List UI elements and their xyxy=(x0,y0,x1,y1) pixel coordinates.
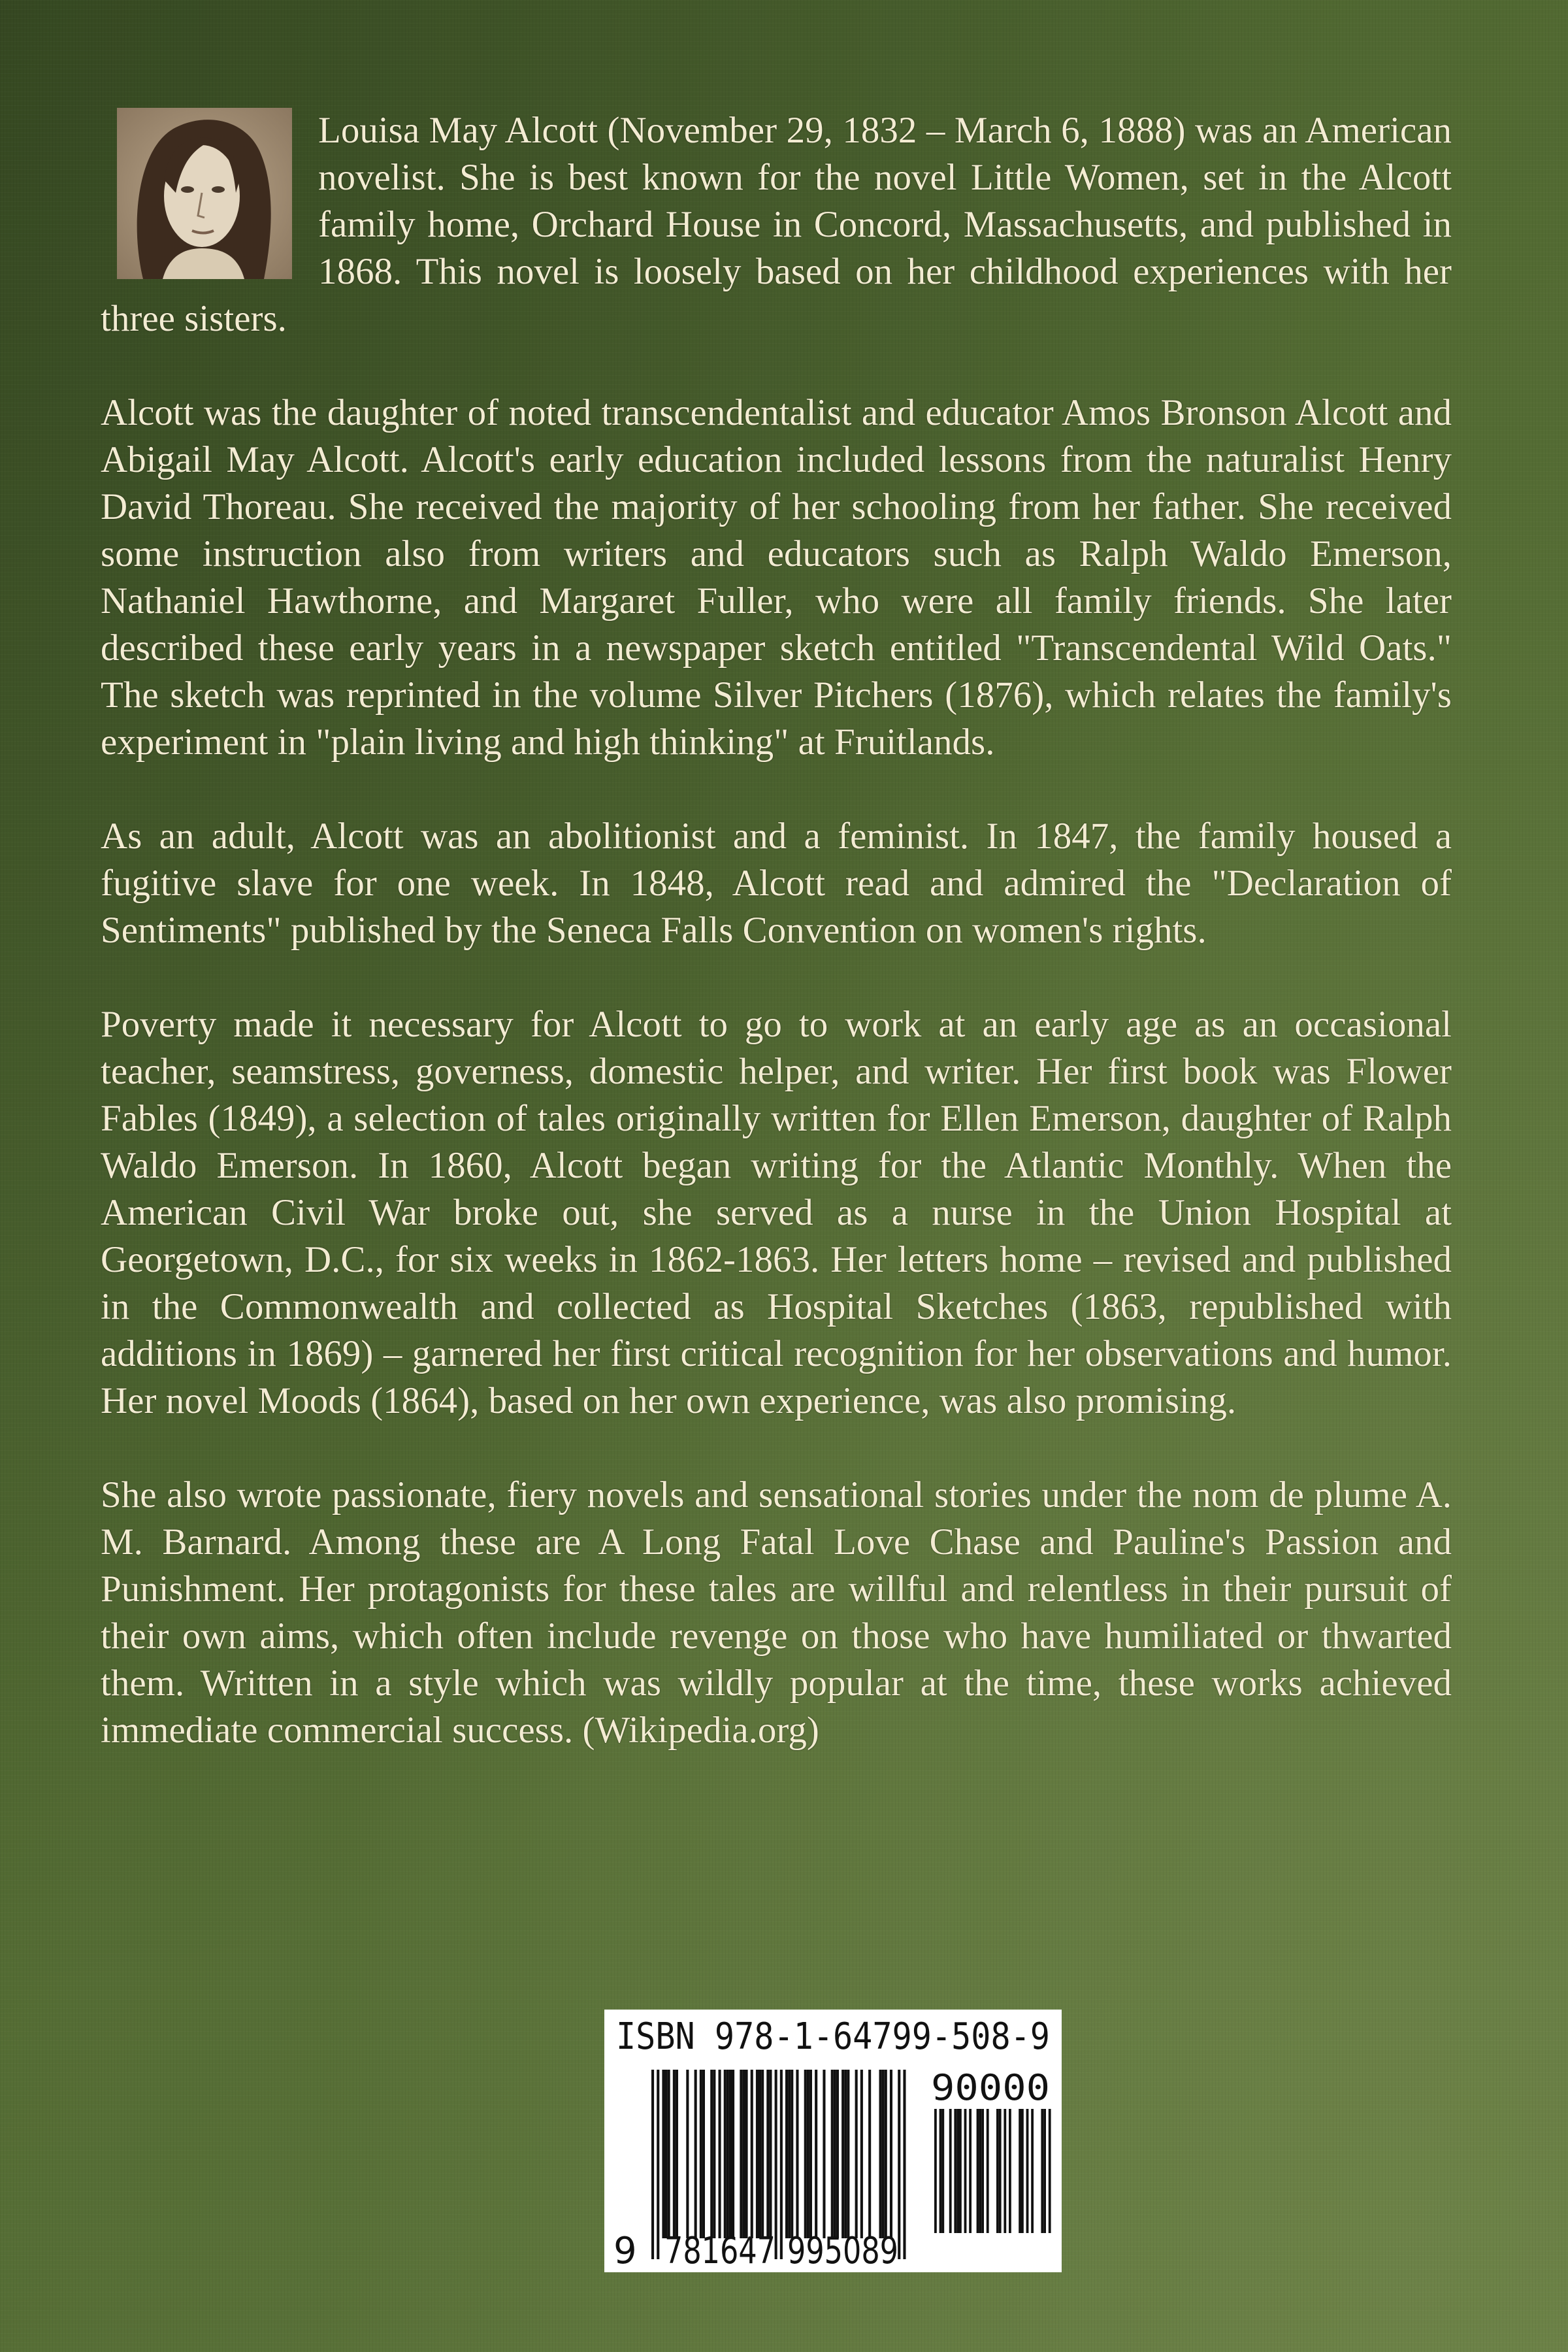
barcode-bar xyxy=(724,2070,727,2238)
addon-bar xyxy=(956,2109,959,2233)
barcode-bar xyxy=(756,2070,759,2238)
author-portrait xyxy=(117,108,292,279)
barcode-bar xyxy=(788,2070,791,2238)
barcode-bar xyxy=(809,2070,812,2238)
addon-bar xyxy=(969,2109,972,2233)
barcode-bar xyxy=(700,2070,702,2238)
addon-bar xyxy=(1031,2109,1034,2233)
paragraph: Louisa May Alcott (November 29, 1832 – March 6, 1888) was an American novelist. She is best known for the novel Little Women, set in the Alcott family home, Orchard House in Concord, Massachusetts, and published in 1868. This novel is loosely based on her childhood experiences with her three sisters. xyxy=(101,110,1452,339)
addon-bar xyxy=(981,2109,984,2233)
barcode-bar xyxy=(713,2070,715,2238)
barcode-bar xyxy=(657,2070,659,2259)
addon-bar xyxy=(979,2109,981,2233)
addon-bar xyxy=(977,2109,979,2233)
addon-bar xyxy=(999,2109,1002,2233)
barcode-bar xyxy=(785,2070,788,2238)
ean-left-digits: 781647 xyxy=(664,2230,776,2272)
barcode-bar xyxy=(710,2070,713,2238)
barcode-bar xyxy=(841,2070,844,2238)
addon-bar xyxy=(949,2109,952,2233)
barcode-bar xyxy=(769,2070,772,2238)
paragraph: Poverty made it necessary for Alcott to go to work at an early age as an occasional teacher, seamstress, governess, domestic helper, and writer. Her first book was Flower Fables (1849), a selection of tales originally written for Ellen Emerson, daughter of Ralph Waldo Emerson. In 1860, Alcott began writing for the Atlantic Monthly. When the American Civil War broke out, she served as a nurse in the Union Hospital at Georgetown, D.C., for six weeks in 1862-1863. Her letters home – revised and published in the Commonwealth and collected as Hospital Sketches (1863, republished with additions in 1869) – garnered her first critical recognition for her observations and humor. Her novel Moods (1864), based on her own experience, was also promising. xyxy=(101,1004,1452,1421)
ean-right-digits: 995089 xyxy=(787,2230,898,2272)
paragraph: She also wrote passionate, fiery novels and sensational stories under the nom de plume A. M. Barnard. Among these are A Long Fatal Love Chase and Pauline's Passion and Punishment. Her protagonists for these tales are willful and relentless in their pursuit of their own aims, which often include revenge on those who have humiliated or thwarted them. Written in a style which was wildly popular at the time, these works achieved immediate commercial success. (Wikipedia.org) xyxy=(101,1474,1452,1751)
barcode-bar xyxy=(831,2070,834,2238)
addon-bar xyxy=(939,2109,942,2233)
barcode-bar xyxy=(804,2070,807,2238)
addon-bar xyxy=(1009,2109,1011,2233)
barcode-bar xyxy=(836,2070,839,2238)
barcode-bar xyxy=(759,2070,761,2238)
barcode-bar xyxy=(807,2070,809,2238)
barcode-bar xyxy=(879,2070,882,2238)
barcode-bar xyxy=(745,2070,748,2238)
barcode-bar xyxy=(751,2070,753,2238)
barcode-bar xyxy=(766,2070,769,2238)
barcode-bar xyxy=(815,2070,817,2238)
ean-first-digit: 9 xyxy=(613,2230,637,2272)
barcode-bar xyxy=(761,2070,764,2238)
barcode-bar xyxy=(742,2070,745,2238)
barcode-bar xyxy=(702,2070,705,2238)
barcode-bar xyxy=(834,2070,836,2238)
barcode-bar xyxy=(780,2070,783,2259)
addon-bar xyxy=(1041,2109,1043,2233)
barcode-bar xyxy=(729,2070,732,2238)
addon-bar xyxy=(941,2109,944,2233)
back-cover-text xyxy=(101,107,1452,1801)
addon-bar xyxy=(1043,2109,1046,2233)
barcode-bar xyxy=(890,2070,892,2238)
barcode-bar xyxy=(844,2070,847,2238)
isbn-barcode xyxy=(604,2010,1062,2272)
barcode-bar xyxy=(860,2070,863,2238)
barcode-bar xyxy=(847,2070,849,2238)
barcode-bar xyxy=(885,2070,887,2238)
barcode-bar xyxy=(855,2070,858,2238)
addon-bar xyxy=(1026,2109,1029,2233)
barcode-bar xyxy=(662,2070,664,2238)
barcode-bar xyxy=(903,2070,906,2259)
barcode-bar xyxy=(673,2070,676,2238)
barcode-bar xyxy=(719,2070,721,2238)
barcode-bar xyxy=(740,2070,742,2238)
addon-bar xyxy=(959,2109,962,2233)
addon-bar xyxy=(1019,2109,1021,2233)
barcode-bar xyxy=(732,2070,734,2238)
barcode-bar xyxy=(651,2070,654,2259)
barcode-bar xyxy=(668,2070,670,2238)
paragraph: As an adult, Alcott was an abolitionist and a feminist. In 1847, the family housed a fugitive slave for one week. In 1848, Alcott read and admired the "Declaration of Sentiments" published by the Seneca Falls Convention on women's rights. xyxy=(101,816,1452,951)
addon-bar xyxy=(934,2109,937,2233)
barcode-bar xyxy=(882,2070,885,2238)
barcode-bar xyxy=(665,2070,668,2238)
barcode-bar xyxy=(868,2070,871,2238)
addon-bar xyxy=(954,2109,956,2233)
isbn-label: ISBN 978-1-64799-508-9 xyxy=(616,2015,1050,2058)
paragraph: Alcott was the daughter of noted transcendentalist and educator Amos Bronson Alcott and Abigail May Alcott. Alcott's early education included lessons from the naturalist Henry David Thoreau. She received the majority of her schooling from her father. She received some instruction also from writers and educators such as Ralph Waldo Emerson, Nathaniel Hawthorne, and Margaret Fuller, who were all family friends. She later described these early years in a newspaper sketch entitled "Transcendental Wild Oats." The sketch was reprinted in the volume Silver Pitchers (1876), which relates the family's experiment in "plain living and high thinking" at Fruitlands. xyxy=(101,392,1452,763)
barcode-bar xyxy=(823,2070,825,2238)
barcode-bar xyxy=(796,2070,798,2238)
addon-bar xyxy=(1004,2109,1006,2233)
barcode-bar xyxy=(791,2070,793,2238)
addon-digits: 90000 xyxy=(931,2067,1050,2108)
addon-bar xyxy=(1021,2109,1024,2233)
addon-bar xyxy=(996,2109,999,2233)
barcode-bar xyxy=(727,2070,729,2238)
barcode-bar xyxy=(686,2070,689,2238)
addon-bar xyxy=(987,2109,989,2233)
addon-bar xyxy=(964,2109,967,2233)
addon-bar xyxy=(1049,2109,1051,2233)
barcode-bar xyxy=(694,2070,697,2238)
barcode-bar xyxy=(676,2070,678,2238)
